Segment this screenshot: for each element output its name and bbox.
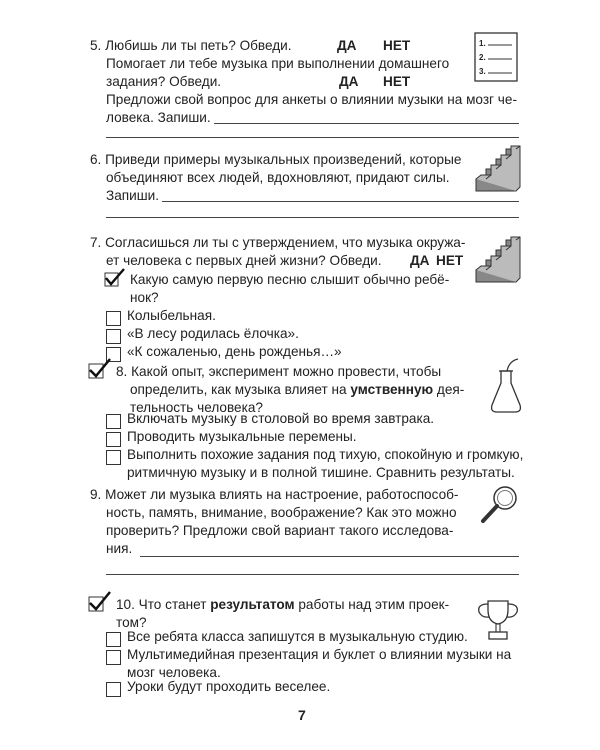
stairs-icon: [472, 145, 522, 193]
q5-answer-line-2[interactable]: [106, 137, 519, 138]
q10-option-1: Все ребята класса запишутся в музыкальную студию.: [127, 629, 468, 644]
checklist-icon: [474, 32, 520, 84]
q5-line1: 5. Любишь ли ты петь? Обведи.: [90, 38, 292, 53]
q5-no2[interactable]: НЕТ: [383, 74, 411, 89]
q7-sub-line2: нок?: [130, 290, 159, 305]
q6-line3: Запиши.: [106, 188, 160, 203]
q10-option-checkbox-1[interactable]: [106, 632, 121, 647]
q7-option-checkbox-2[interactable]: [106, 329, 121, 344]
q9-answer-line-2[interactable]: [106, 574, 519, 575]
stairs-icon-2: [472, 236, 522, 284]
q5-yes2[interactable]: ДА: [339, 74, 359, 89]
q7-option-3: «К сожаленью, день рожденья…»: [127, 344, 342, 359]
q8-option-2: Проводить музыкальные перемены.: [127, 429, 357, 444]
q8-option-checkbox-3[interactable]: [106, 450, 121, 465]
q10-line1: [116, 597, 449, 612]
q7-yes[interactable]: ДА: [410, 253, 430, 268]
q9-answer-line-1[interactable]: [140, 556, 519, 557]
q10-checkbox[interactable]: [88, 591, 112, 613]
q9-line1: 9. Может ли музыка влиять на настроение, работоспособ-: [90, 487, 459, 502]
q10-option-2-line2: мозг человека.: [127, 665, 221, 680]
q10-line1-c: работы над этим проек-: [294, 597, 450, 612]
q10-line2: том?: [116, 615, 147, 630]
q8-line3: тельность человека?: [130, 400, 263, 415]
q10-option-3: Уроки будут проходить веселее.: [127, 679, 331, 694]
q8-line2: [130, 382, 464, 397]
q9-line2: ность, память, внимание, воображение? Как это можно: [106, 505, 457, 520]
q7-option-2: «В лесу родилась ёлочка».: [127, 326, 299, 341]
q8-option-checkbox-1[interactable]: [106, 414, 121, 429]
q5-line3: задания? Обведи.: [106, 74, 222, 89]
q5-no1[interactable]: НЕТ: [383, 38, 411, 53]
q8-checkbox[interactable]: [88, 358, 112, 380]
q8-option-checkbox-2[interactable]: [106, 432, 121, 447]
q6-line2: объединяют всех людей, вдохновляют, придают силы.: [106, 170, 450, 185]
q7-sub-line1: Какую самую первую песню слышит обычно ребё-: [130, 272, 450, 287]
q7-sub-checkbox[interactable]: [104, 268, 126, 288]
q5-line5: ловека. Запиши.: [106, 110, 211, 125]
q9-line4: ния.: [106, 541, 133, 556]
q5-line4: Предложи свой вопрос для анкеты о влиянии музыки на мозг че-: [106, 92, 517, 107]
q7-option-1: Колыбельная.: [127, 308, 216, 323]
list-num-3: 3.: [479, 67, 486, 76]
page-number: 7: [298, 707, 306, 723]
q7-line2: ет человека с первых дней жизни? Обведи.: [106, 253, 382, 268]
q10-option-checkbox-2[interactable]: [106, 650, 121, 665]
q8-option-3-line1: Выполнить похожие задания под тихую, спокойную и громкую,: [127, 447, 524, 462]
magnifier-icon: [478, 483, 522, 527]
q8-option-1: Включать музыку в столовой во время завтрака.: [127, 411, 435, 426]
q7-line1: 7. Согласишься ли ты с утверждением, что музыка окружа-: [90, 235, 466, 250]
q10-line1-a: 10. Что станет: [116, 597, 211, 612]
q8-line2-bold: умственную: [350, 382, 434, 397]
q10-option-checkbox-3[interactable]: [106, 682, 121, 697]
q8-option-3-line2: ритмичную музыку и в полной тишине. Сравнить результаты.: [127, 465, 515, 480]
q8-line2-c: дея-: [433, 382, 465, 397]
flask-icon: [488, 357, 524, 415]
q10-option-2-line1: Мультимедийная презентация и буклет о влиянии музыки на: [127, 647, 512, 662]
list-num-2: 2.: [479, 53, 486, 62]
list-num-1: 1.: [479, 39, 486, 48]
q8-line2-a: определить, как музыка влияет на: [130, 382, 351, 397]
q5-yes1[interactable]: ДА: [337, 38, 357, 53]
q8-line1: 8. Какой опыт, эксперимент можно провести, чтобы: [116, 364, 442, 379]
q5-line2: Помогает ли тебе музыка при выполнении домашнего: [106, 56, 450, 71]
q5-answer-line-1[interactable]: [214, 123, 519, 124]
trophy-icon: [474, 598, 522, 644]
q6-answer-line-2[interactable]: [106, 217, 519, 218]
q10-line1-bold: результатом: [210, 597, 295, 612]
q7-option-checkbox-1[interactable]: [106, 311, 121, 326]
q6-line1: 6. Приведи примеры музыкальных произведений, которые: [90, 152, 462, 167]
q6-answer-line-1[interactable]: [162, 201, 519, 202]
q9-line3: проверить? Предложи свой вариант такого исследова-: [106, 523, 454, 538]
q7-no[interactable]: НЕТ: [436, 253, 464, 268]
